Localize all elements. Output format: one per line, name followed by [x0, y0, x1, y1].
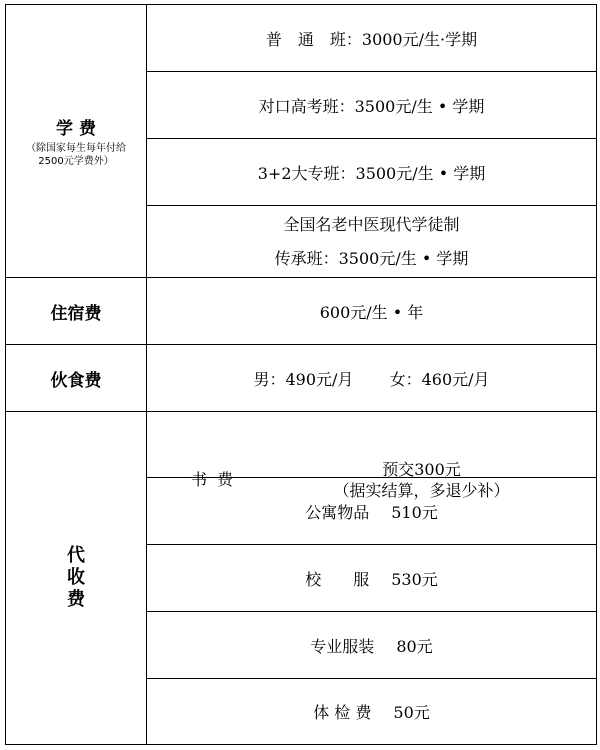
- item-name: 专业服装: [310, 636, 375, 656]
- tuition-title: 学 费: [56, 119, 96, 139]
- meals-male: 男：490元/月: [253, 369, 354, 389]
- apprentice-class-line1: 全国名老中医现代学徒制: [283, 214, 460, 234]
- collection-title-char: 收: [67, 567, 85, 588]
- meals-value: [147, 345, 597, 412]
- books-amount: 预交300元: [382, 459, 461, 479]
- meals-title: 伙食费: [6, 345, 147, 412]
- item-name: 公寓物品: [305, 502, 370, 522]
- collection-title-char: 费: [67, 589, 85, 610]
- item-price: 530元: [391, 569, 438, 589]
- item-name: 体 检 费: [313, 703, 372, 722]
- collection-item: [147, 545, 597, 612]
- apprentice-class-line2: 传承班：3500元/生 • 学期: [274, 248, 469, 268]
- item-name: 校 服: [305, 569, 370, 589]
- collection-title-char: 代: [67, 545, 85, 566]
- table-row: [6, 345, 597, 412]
- meals-female: 女：460元/月: [389, 369, 490, 389]
- tuition-apprentice-class: [147, 206, 597, 278]
- tuition-3plus2-class: 3+2大专班：3500元/生 • 学期: [147, 139, 597, 206]
- collection-item: [147, 612, 597, 679]
- accommodation-value: 600元/生 • 年: [147, 278, 597, 345]
- table-row: [6, 278, 597, 345]
- tuition-regular-class: 普 通 班：3000元/生·学期: [147, 5, 597, 72]
- accommodation-title: 住宿费: [6, 278, 147, 345]
- collection-books-cell: [147, 412, 597, 500]
- collection-item: [147, 679, 597, 745]
- books-label: 书 费: [191, 469, 234, 489]
- item-price: 80元: [396, 636, 433, 656]
- fee-table: [5, 4, 597, 745]
- collection-category-cell: [6, 412, 147, 745]
- item-price: 50元: [393, 703, 430, 722]
- table-row: [6, 412, 597, 478]
- books-note: （据实结算，多退少补）: [333, 480, 510, 500]
- tuition-note: （除国家每生每年付给2500元学费外）: [26, 143, 126, 167]
- table-row: [6, 5, 597, 72]
- item-price: 510元: [391, 502, 438, 522]
- tuition-category-cell: [6, 5, 147, 278]
- tuition-college-exam-class: 对口高考班：3500元/生 • 学期: [147, 72, 597, 139]
